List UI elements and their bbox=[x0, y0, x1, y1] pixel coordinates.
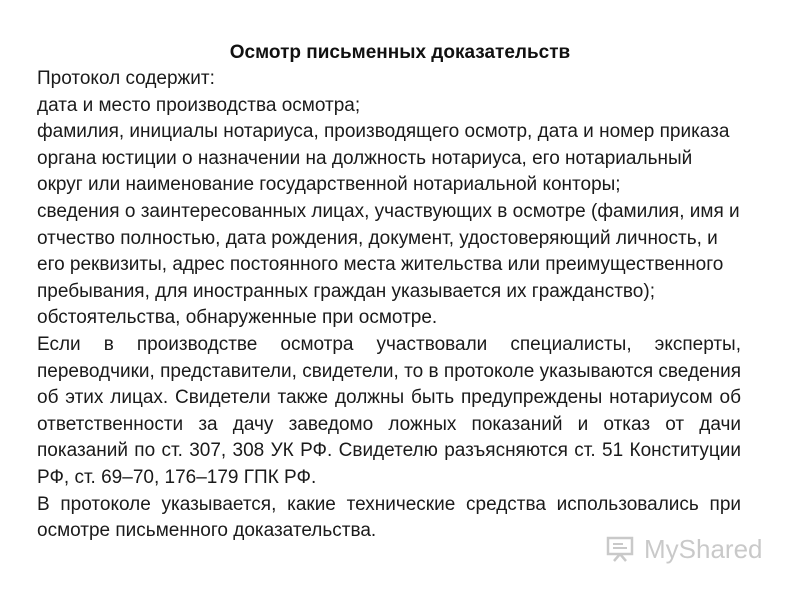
paragraph-notary-info: фамилия, инициалы нотариуса, производящего осмотр, дата и номер приказа органа юстиции о назначении на должность нотариуса, его нотариальный округ или наименование государственной нотариальной конторы; bbox=[37, 121, 730, 196]
slide-body bbox=[37, 66, 741, 545]
paragraph-interested-persons: сведения о заинтересованных лицах, участвующих в осмотре (фамилия, имя и отчество полностью, дата рождения, документ, удостоверяющий личность, и его реквизиты, адрес постоянного места жительства или преимущественного пребывания, для иностранных граждан указывается их гражданство); bbox=[37, 200, 740, 302]
paragraph-technical-means: В протоколе указывается, какие технические средства использовались при осмотре письменного доказательства. bbox=[37, 493, 741, 542]
paragraph-participants: Если в производстве осмотра участвовали специалисты, эксперты, переводчики, представители, свидетели, то в протоколе указываются сведения об этих лицах. Свидетели также должны быть предупреждены нотариусом об ответственности за дачу заведомо ложных показаний и отказ от дачи показаний по ст. 307, 308 УК РФ. Свидетелю разъясняются ст. 51 Конституции РФ, ст. 69–70, 176–179 ГПК РФ. bbox=[37, 333, 741, 488]
paragraph-date-place: дата и место производства осмотра; bbox=[37, 94, 361, 116]
paragraph-circumstances: обстоятельства, обнаруженные при осмотре. bbox=[37, 307, 438, 329]
paragraph-protocol-contains: Протокол содержит: bbox=[37, 68, 215, 89]
slide-title: Осмотр письменных доказательств bbox=[229, 42, 571, 63]
watermark-text: MyShared bbox=[644, 534, 763, 564]
